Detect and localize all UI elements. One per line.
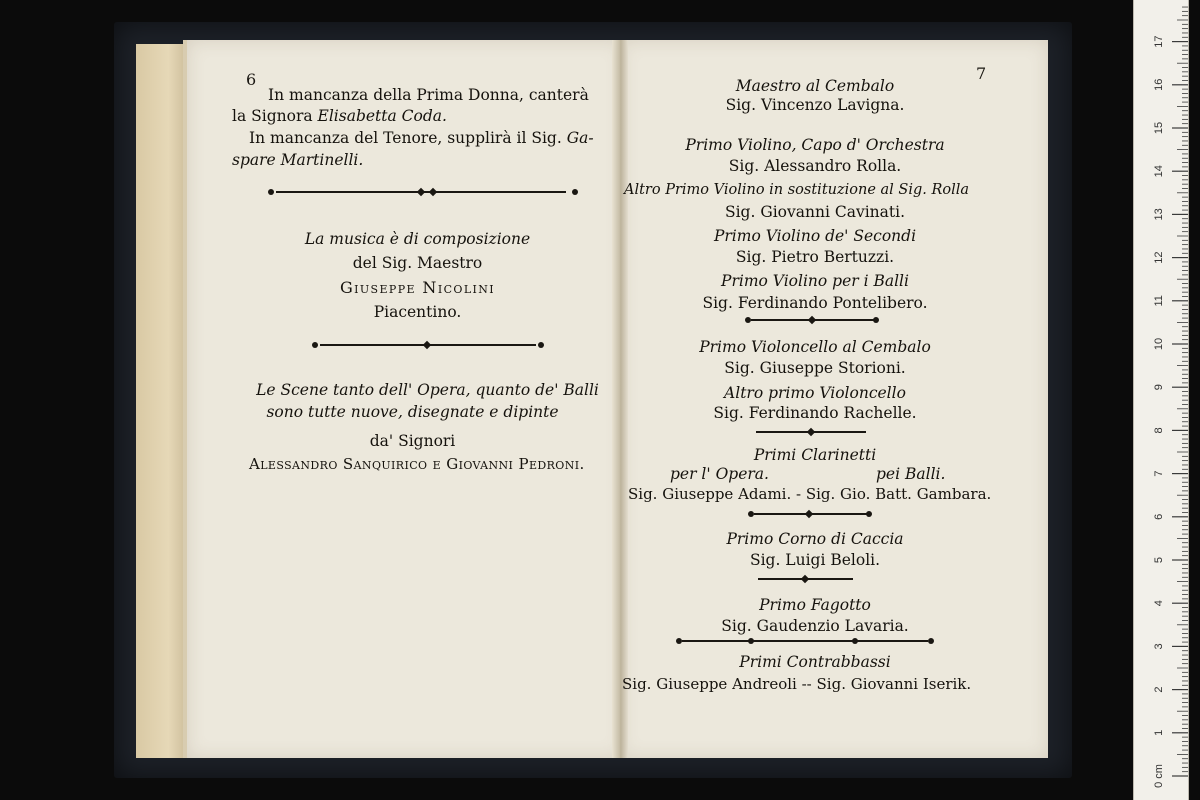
ornament-rule-7 bbox=[676, 637, 934, 645]
scene-line3: da' Signori bbox=[369, 432, 456, 450]
ruler-label: 14 bbox=[1153, 165, 1165, 178]
cembalo-role: Maestro al Cembalo bbox=[735, 77, 895, 95]
prima-donna-line2 bbox=[232, 107, 447, 125]
violino1-name: Sig. Alessandro Rolla. bbox=[728, 157, 902, 175]
balli-role: Primo Violino per i Balli bbox=[721, 272, 909, 290]
ruler-label: 9 bbox=[1153, 384, 1165, 391]
page-number-right: 7 bbox=[976, 64, 987, 83]
violino-alt-role: Altro Primo Violino in sostituzione al Sig. Rolla bbox=[624, 182, 970, 198]
musica-line2: del Sig. Maestro bbox=[352, 254, 483, 272]
tenore-name-start: Ga- bbox=[566, 129, 594, 147]
page-number-left: 6 bbox=[246, 70, 257, 89]
clarinetti-balli: pei Balli. bbox=[876, 465, 946, 483]
page-edges bbox=[136, 44, 190, 758]
ruler-label: 7 bbox=[1153, 470, 1165, 477]
tenore-line1 bbox=[249, 129, 594, 147]
secondi-name: Sig. Pietro Bertuzzi. bbox=[735, 248, 895, 266]
ruler-label: 2 bbox=[1153, 686, 1165, 693]
ruler-label: 17 bbox=[1153, 35, 1165, 48]
ornament-rule-4 bbox=[756, 428, 866, 436]
ruler-label: 3 bbox=[1153, 643, 1165, 650]
scene-painters: Alessandro Sanquirico e Giovanni Pedroni. bbox=[249, 455, 585, 473]
ruler-label: 11 bbox=[1153, 295, 1165, 307]
ruler-label: 6 bbox=[1153, 513, 1165, 520]
cembalo-name: Sig. Vincenzo Lavigna. bbox=[725, 96, 905, 114]
prima-donna-name: Elisabetta Coda. bbox=[317, 107, 447, 125]
ornament-rule-1 bbox=[268, 188, 580, 196]
musica-line1: La musica è di composizione bbox=[304, 230, 531, 248]
violino1-role: Primo Violino, Capo d' Orchestra bbox=[685, 136, 945, 154]
ruler-label: 12 bbox=[1153, 251, 1165, 264]
balli-name: Sig. Ferdinando Pontelibero. bbox=[702, 294, 928, 312]
book-gutter bbox=[612, 40, 628, 758]
ruler-label: 15 bbox=[1153, 121, 1165, 135]
scene-line2: sono tutte nuove, disegnate e dipinte bbox=[266, 403, 559, 421]
ruler-label: 10 bbox=[1153, 337, 1165, 351]
measurement-ruler bbox=[1133, 0, 1189, 800]
ruler-label: 13 bbox=[1153, 208, 1165, 221]
clarinetti-role: Primi Clarinetti bbox=[753, 446, 877, 464]
ornament-rule-3 bbox=[745, 316, 880, 324]
tenore-line2: spare Martinelli. bbox=[232, 151, 364, 169]
corno-name: Sig. Luigi Beloli. bbox=[749, 551, 881, 569]
composer-origin: Piacentino. bbox=[373, 303, 462, 321]
ruler-label: 8 bbox=[1153, 427, 1165, 434]
violoncello-cembalo-name: Sig. Giuseppe Storioni. bbox=[724, 359, 906, 377]
left-page bbox=[183, 40, 623, 758]
clarinetti-opera: per l' Opera. bbox=[670, 465, 769, 483]
contrabbassi-role: Primi Contrabbassi bbox=[739, 653, 891, 671]
fagotto-name: Sig. Gaudenzio Lavaria. bbox=[721, 617, 909, 635]
violoncello-cembalo-role: Primo Violoncello al Cembalo bbox=[699, 338, 931, 356]
ruler-label: 4 bbox=[1153, 600, 1165, 607]
prima-donna-line1: In mancanza della Prima Donna, canterà bbox=[268, 86, 589, 104]
ornament-rule-5 bbox=[748, 510, 873, 518]
fagotto-role: Primo Fagotto bbox=[759, 596, 871, 614]
violino-alt-name: Sig. Giovanni Cavinati. bbox=[724, 203, 906, 221]
prima-donna-prefix: la Signora bbox=[232, 107, 318, 125]
clarinetti-names: Sig. Giuseppe Adami. - Sig. Gio. Batt. Gambara. bbox=[628, 485, 992, 503]
ornament-rule-6 bbox=[758, 575, 853, 583]
composer-name: Giuseppe Nicolini bbox=[339, 278, 496, 297]
ornament-rule-2 bbox=[312, 341, 544, 349]
tenore-text: In mancanza del Tenore, supplirà il Sig. bbox=[249, 129, 567, 147]
corno-role: Primo Corno di Caccia bbox=[726, 530, 904, 548]
ruler-label: 16 bbox=[1153, 78, 1165, 91]
contrabbassi-names: Sig. Giuseppe Andreoli -- Sig. Giovanni Iserik. bbox=[622, 675, 972, 693]
ruler-label: 5 bbox=[1153, 556, 1165, 564]
violoncello-alt-role: Altro primo Violoncello bbox=[724, 384, 906, 402]
violoncello-alt-name: Sig. Ferdinando Rachelle. bbox=[713, 404, 917, 422]
ruler-scale bbox=[1134, 0, 1188, 800]
ruler-label: 0 cm bbox=[1153, 764, 1165, 788]
ruler-label: 1 bbox=[1153, 729, 1165, 736]
scene-line1: Le Scene tanto dell' Opera, quanto de' Balli bbox=[256, 381, 599, 399]
secondi-role: Primo Violino de' Secondi bbox=[713, 227, 917, 245]
